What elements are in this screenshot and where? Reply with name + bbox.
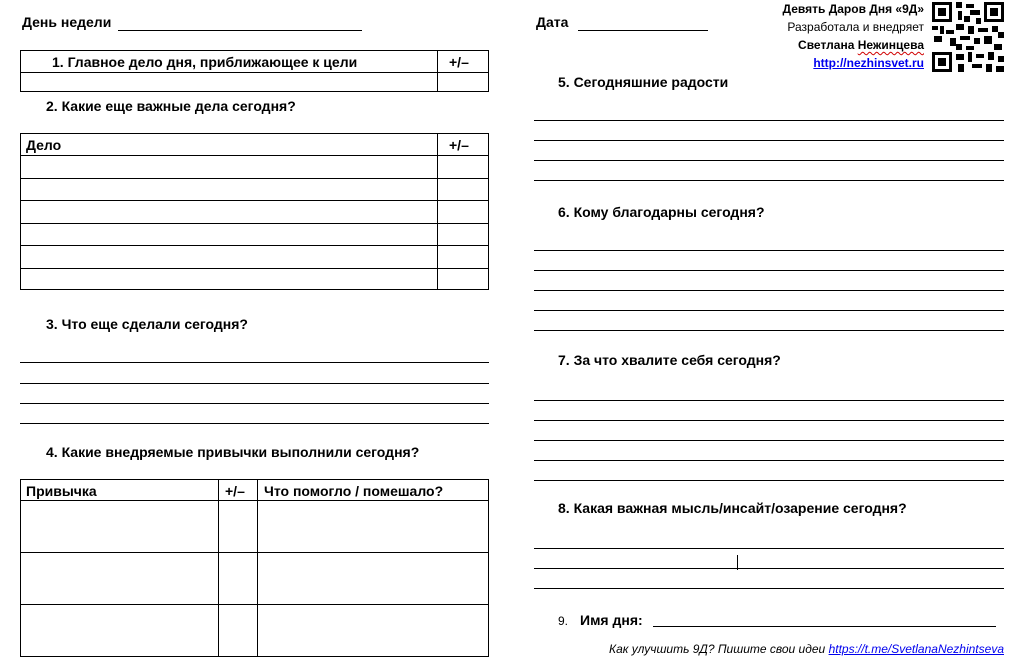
done-write-line[interactable]	[20, 423, 489, 424]
gratitude-write-line[interactable]	[534, 250, 1004, 251]
tasks-row-line	[20, 268, 489, 269]
gratitude-write-line[interactable]	[534, 270, 1004, 271]
footer	[560, 642, 1004, 656]
gratitude-write-line[interactable]	[534, 310, 1004, 311]
developed-by: Разработала и внедряет	[787, 20, 924, 34]
qr-code	[932, 2, 1004, 72]
section6-title: 6. Кому благодарны сегодня?	[558, 204, 765, 220]
habits-col-divider	[257, 479, 258, 657]
habits-col-header-note: Что помогло / помешало?	[264, 483, 444, 499]
insight-write-line[interactable]	[534, 568, 1004, 569]
praise-write-line[interactable]	[534, 420, 1004, 421]
brand-title: Девять Даров Дня «9Д»	[782, 2, 924, 16]
tasks-col-header-mark: +/–	[449, 137, 469, 153]
section1-mark-header: +/–	[449, 54, 469, 70]
habits-col-header-mark: +/–	[225, 483, 245, 499]
habits-row-line	[20, 552, 489, 553]
tasks-row-line	[20, 178, 489, 179]
joys-write-line[interactable]	[534, 120, 1004, 121]
section7-title: 7. За что хвалите себя сегодня?	[558, 352, 781, 368]
main-task-mark-input[interactable]	[438, 73, 488, 91]
tasks-row-line	[20, 223, 489, 224]
praise-write-line[interactable]	[534, 480, 1004, 481]
section3-title: 3. Что еще сделали сегодня?	[46, 316, 248, 332]
praise-write-line[interactable]	[534, 440, 1004, 441]
habits-row-line	[20, 604, 489, 605]
section8-title: 8. Какая важная мысль/инсайт/озарение сегодня?	[558, 500, 907, 516]
weekday-label: День недели	[22, 14, 112, 30]
tasks-col-header-task: Дело	[26, 137, 62, 153]
joys-write-line[interactable]	[534, 180, 1004, 181]
insight-write-line[interactable]	[534, 588, 1004, 589]
footer-text: Как улучшить 9Д? Пишите свои идеи	[609, 642, 826, 656]
weekday-field-line[interactable]	[118, 30, 362, 31]
done-write-line[interactable]	[20, 362, 489, 363]
done-write-line[interactable]	[20, 383, 489, 384]
gratitude-write-line[interactable]	[534, 290, 1004, 291]
tasks-col-divider	[437, 133, 438, 290]
tasks-row-line	[20, 155, 489, 156]
praise-write-line[interactable]	[534, 460, 1004, 461]
insight-write-line[interactable]	[534, 548, 1004, 549]
date-label: Дата	[536, 14, 569, 30]
section2-title: 2. Какие еще важные дела сегодня?	[46, 98, 296, 114]
joys-write-line[interactable]	[534, 140, 1004, 141]
joys-write-line[interactable]	[534, 160, 1004, 161]
author-first: Светлана	[798, 38, 855, 52]
section9-label: Имя дня:	[580, 612, 643, 628]
section9-number: 9.	[558, 614, 569, 628]
tasks-row-line	[20, 245, 489, 246]
section1-header: 1. Главное дело дня, приближающее к цели	[52, 54, 358, 70]
section4-title: 4. Какие внедряемые привычки выполнили сегодня?	[46, 444, 420, 460]
text-cursor	[737, 555, 738, 570]
site-link-wrap	[742, 56, 924, 70]
author-last: Нежинцева	[857, 38, 924, 52]
habits-row-line	[20, 500, 489, 501]
habits-col-header-habit: Привычка	[26, 483, 97, 499]
tasks-row-line	[20, 200, 489, 201]
tasks-table	[20, 133, 489, 290]
footer-link[interactable]: https://t.me/SvetlanaNezhintseva	[828, 642, 1004, 656]
site-link[interactable]: http://nezhinsvet.ru	[813, 56, 924, 70]
habits-col-divider	[218, 479, 219, 657]
gratitude-write-line[interactable]	[534, 330, 1004, 331]
done-write-line[interactable]	[20, 403, 489, 404]
habits-table	[20, 479, 489, 657]
day-name-field-line[interactable]	[653, 626, 996, 627]
praise-write-line[interactable]	[534, 400, 1004, 401]
section5-title: 5. Сегодняшние радости	[558, 74, 729, 90]
author-name	[742, 38, 924, 52]
date-field-line[interactable]	[578, 30, 708, 31]
main-task-input[interactable]	[21, 73, 436, 91]
